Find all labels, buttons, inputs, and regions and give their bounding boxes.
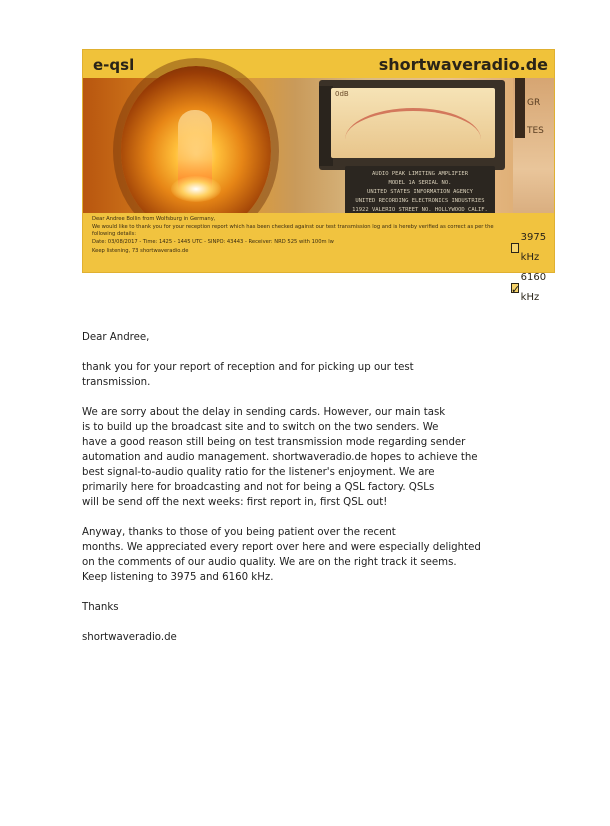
meter-scale-label: 0dB	[335, 90, 349, 98]
letter-closing: Thanks	[82, 602, 119, 613]
text-line: automation and audio management. shortwaveradio.de hopes to achieve the	[82, 452, 478, 463]
letter-paragraph-1	[82, 360, 542, 390]
text-line: transmission.	[82, 377, 151, 388]
frequency-label: 6160 kHz	[520, 272, 547, 303]
frequency-3975	[511, 228, 554, 268]
card-text-signoff: Keep listening, 73 shortwaveradio.de	[92, 247, 189, 254]
plate-line: 11922 VALERIO STREET NO. HOLLYWOOD CALIF.	[352, 207, 488, 213]
frequency-list	[511, 228, 554, 308]
card-station-name: shortwaveradio.de	[378, 55, 548, 74]
side-label: TES	[527, 126, 544, 136]
letter-signature: shortwaveradio.de	[82, 632, 177, 643]
right-dark-bar	[515, 78, 525, 138]
letter-body	[82, 330, 542, 660]
text-line: thank you for your report of reception and for picking up our test	[82, 362, 414, 373]
text-line: Anyway, thanks to those of you being patient over the recent	[82, 527, 396, 538]
card-text-greeting: Dear Andree Bollin from Wolfsburg in Germany,	[92, 216, 216, 222]
card-text-thanks: We would like to thank you for your reception report which has been checked against our test transmission log and is hereby verified as correct as per the following details:	[92, 224, 494, 237]
letter-paragraph-2	[82, 405, 542, 510]
text-line: best signal-to-audio quality ratio for the listener's enjoyment. We are	[82, 467, 435, 478]
plate-line: MODEL 1A SERIAL NO.	[388, 180, 452, 186]
tube-glow	[171, 176, 221, 202]
text-line: Keep listening to 3975 and 6160 kHz.	[82, 572, 274, 583]
plate-line: UNITED RECORDING ELECTRONICS INDUSTRIES	[355, 198, 485, 204]
card-verification-text	[92, 216, 512, 256]
plate-line: AUDIO PEAK LIMITING AMPLIFIER	[371, 171, 469, 177]
letter-paragraph-3	[82, 525, 542, 585]
text-line: will be send off the next weeks: first report in, first QSL out!	[82, 497, 388, 508]
checkbox-unchecked-icon	[511, 243, 519, 253]
plate-line: UNITED STATES INFORMATION AGENCY	[367, 189, 473, 195]
meter-scale-arc	[345, 108, 481, 171]
text-line: on the comments of our audio quality. We are on the right track it seems.	[82, 557, 457, 568]
text-line: have a good reason still being on test transmission mode regarding sender	[82, 437, 466, 448]
text-line: months. We appreciated every report over here and were especially delighted	[82, 542, 481, 553]
qsl-card	[83, 50, 554, 303]
checkbox-checked-icon	[511, 283, 519, 293]
card-text-details: Date: 03/08/2017 - Time: 1425 - 1445 UTC - SINPO: 43443 - Receiver: NRD 525 with 100m lw	[92, 239, 334, 246]
letter-salutation: Dear Andree,	[82, 332, 150, 343]
frequency-label: 3975 kHz	[520, 232, 547, 263]
side-label: GR	[527, 98, 541, 108]
text-line: primarily here for broadcasting and not for being a QSL factory. QSLs	[82, 482, 435, 493]
frequency-6160	[511, 268, 554, 308]
text-line: is to build up the broadcast site and to switch on the two senders. We	[82, 422, 439, 433]
text-line: We are sorry about the delay in sending cards. However, our main task	[82, 407, 446, 418]
card-eqsl-label: e-qsl	[93, 56, 135, 74]
